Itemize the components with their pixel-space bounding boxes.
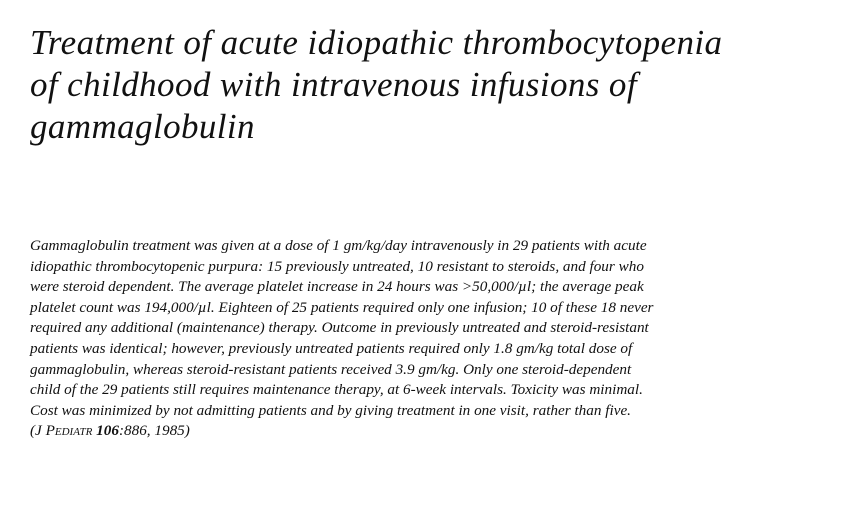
abstract-line: patients was identical; however, previously untreated patients required only 1.8 gm/kg total dose of (30, 339, 633, 357)
article-abstract (30, 236, 850, 442)
article-title (30, 22, 860, 148)
title-line: gammaglobulin (30, 107, 255, 146)
citation-journal: Pediatr (45, 422, 93, 440)
citation-volume: 106 (96, 422, 119, 440)
abstract-line: platelet count was 194,000/µl. Eighteen of 25 patients required only one infusion; 10 of these 18 never (30, 298, 654, 316)
abstract-line: required any additional (maintenance) therapy. Outcome in previously untreated and steroid-resistant (30, 319, 649, 337)
abstract-line: child of the 29 patients still requires maintenance therapy, at 6-week intervals. Toxicity was minimal. (30, 381, 643, 399)
title-line: of childhood with intravenous infusions of (30, 65, 637, 104)
title-line: Treatment of acute idiopathic thrombocytopenia (30, 23, 723, 62)
abstract-line: Gammaglobulin treatment was given at a dose of 1 gm/kg/day intravenously in 29 patients with acute (30, 237, 647, 254)
citation-open: (J (30, 422, 42, 440)
abstract-line: idiopathic thrombocytopenic purpura: 15 previously untreated, 10 resistant to steroids, and four who (30, 257, 644, 275)
abstract-line: gammaglobulin, whereas steroid-resistant patients received 3.9 gm/kg. Only one steroid-dependent (30, 360, 632, 378)
citation-pages: :886, 1985) (118, 422, 190, 440)
journal-citation (30, 421, 850, 442)
abstract-line: Cost was minimized by not admitting patients and by giving treatment in one visit, rather than five. (30, 401, 631, 419)
abstract-line: were steroid dependent. The average platelet increase in 24 hours was >50,000/µl; the average peak (30, 278, 644, 296)
